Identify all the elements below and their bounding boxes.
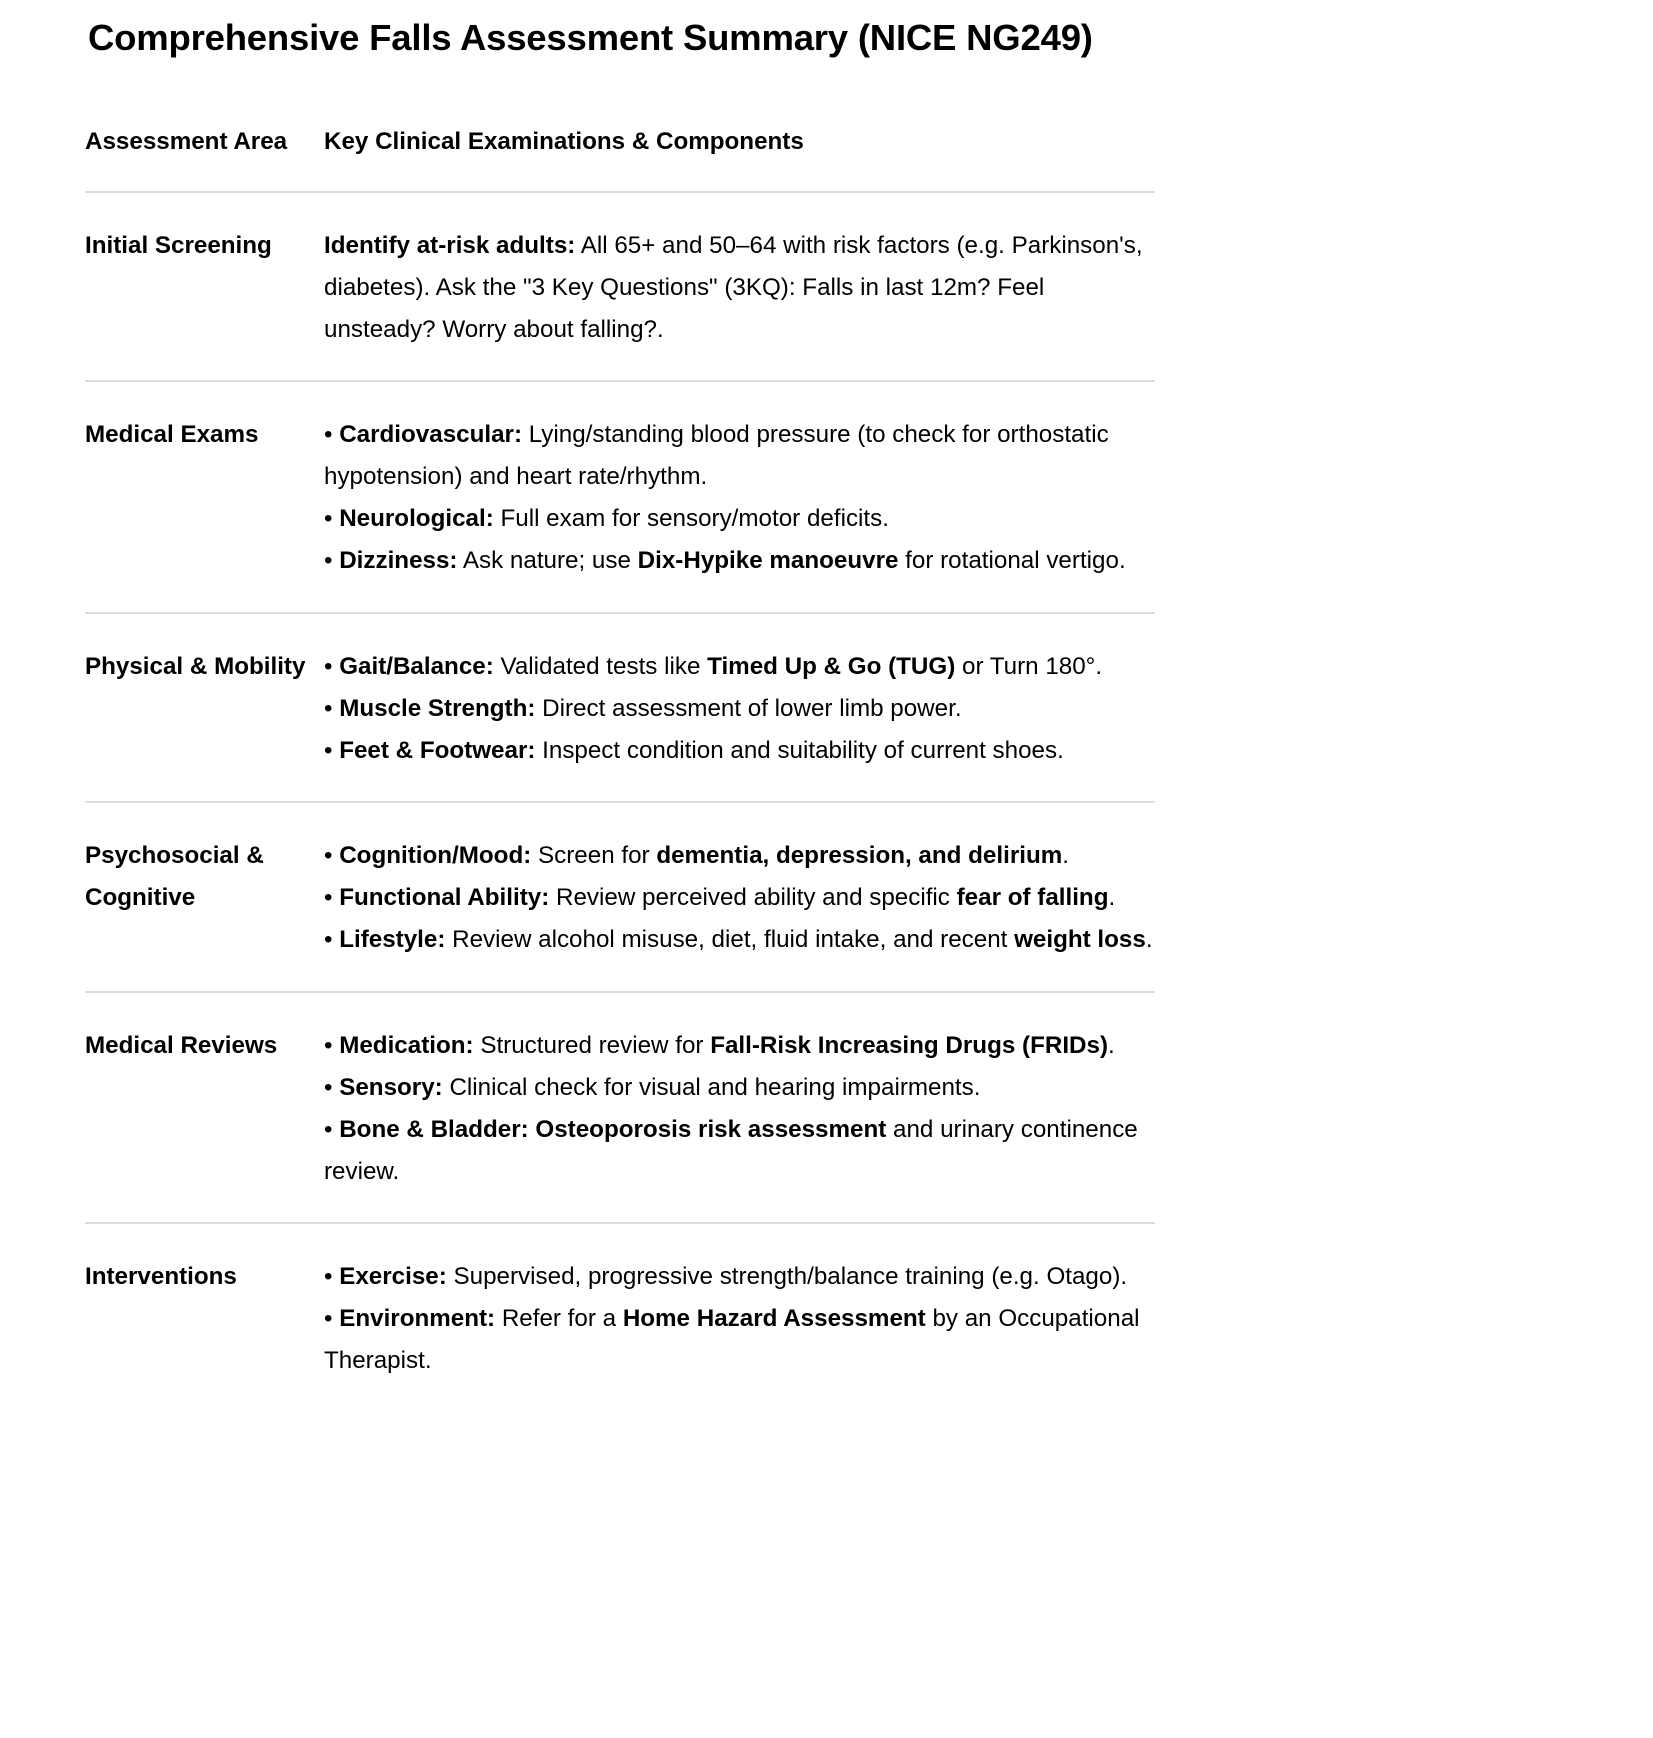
body-text: Review alcohol misuse, diet, fluid intake, and recent <box>445 926 1015 954</box>
body-text: • <box>324 1073 340 1101</box>
body-text: . <box>1108 1032 1115 1060</box>
body-text: • <box>324 652 340 680</box>
clinical-components-cell <box>324 414 1155 581</box>
emphasis-text: Identify at-risk adults: <box>324 231 576 259</box>
bullet-item <box>324 1067 1155 1109</box>
bullet-item <box>324 414 1155 498</box>
body-text: • <box>324 1115 340 1143</box>
page-title: Comprehensive Falls Assessment Summary (NICE NG249) <box>88 17 1093 58</box>
table-row <box>85 801 1155 991</box>
body-text: All 65+ and 50–64 with risk factors (e.g. Parkinson's, diabetes). Ask the "3 Key Questions" (3KQ): Falls in last 12m? Feel unsteady? Worry about falling?. <box>324 231 1143 343</box>
emphasis-text: Functional Ability: <box>339 884 550 912</box>
bullet-item <box>324 1298 1155 1382</box>
column-header-assessment-area: Assessment Area <box>85 128 288 155</box>
body-text: • <box>324 736 340 764</box>
body-text: Refer for a <box>495 1305 623 1333</box>
clinical-components-cell <box>324 835 1155 961</box>
bullet-item <box>324 1256 1155 1298</box>
body-text: Review perceived ability and specific <box>549 884 957 912</box>
table-row <box>85 1222 1155 1412</box>
body-text: or Turn 180°. <box>955 652 1103 680</box>
emphasis-text: Dizziness: <box>339 547 458 575</box>
emphasis-text: Sensory: <box>339 1073 443 1101</box>
emphasis-text: Medication: <box>339 1032 474 1060</box>
body-text: • <box>324 926 340 954</box>
text-item <box>324 225 1155 351</box>
emphasis-text: Neurological: <box>339 505 494 533</box>
bullet-item <box>324 498 1155 540</box>
bullet-item <box>324 646 1155 688</box>
table-header-row <box>85 112 1155 191</box>
body-text: Screen for <box>531 842 657 870</box>
emphasis-text: Cardiovascular: <box>339 421 523 449</box>
body-text: by an Occupational Therapist. <box>324 1305 1140 1375</box>
emphasis-text: Home Hazard Assessment <box>622 1305 926 1333</box>
bullet-item <box>324 688 1155 730</box>
bullet-item <box>324 835 1155 877</box>
bullet-item <box>324 1025 1155 1067</box>
table-row <box>85 612 1155 802</box>
clinical-components-cell <box>324 646 1155 772</box>
emphasis-text: Cognition/Mood: <box>339 842 532 870</box>
body-text: for rotational vertigo. <box>898 547 1126 575</box>
body-text: Supervised, progressive strength/balance training (e.g. Otago). <box>446 1263 1128 1291</box>
body-text: Ask nature; use <box>457 547 638 575</box>
body-text: • <box>324 1263 340 1291</box>
emphasis-text: Muscle Strength: <box>339 694 536 722</box>
body-text: • <box>324 694 340 722</box>
bullet-item <box>324 877 1155 919</box>
body-text: Clinical check for visual and hearing impairments. <box>442 1073 981 1101</box>
body-text: • <box>324 547 340 575</box>
emphasis-text: Timed Up & Go (TUG) <box>707 652 956 680</box>
body-text: • <box>324 1032 340 1060</box>
table-row <box>85 380 1155 611</box>
body-text: Inspect condition and suitability of current shoes. <box>535 736 1064 764</box>
emphasis-text: Bone & Bladder: Osteoporosis risk assessment <box>339 1115 887 1143</box>
table-body <box>85 191 1155 1412</box>
body-text: Full exam for sensory/motor deficits. <box>493 505 889 533</box>
body-text: • <box>324 505 340 533</box>
bullet-item <box>324 540 1155 582</box>
assessment-area-cell: Psychosocial & Cognitive <box>85 842 264 912</box>
bullet-item <box>324 730 1155 772</box>
body-text: . <box>1108 884 1116 912</box>
assessment-area-cell: Medical Exams <box>85 421 259 449</box>
bullet-item <box>324 1109 1155 1193</box>
clinical-components-cell <box>324 1256 1155 1382</box>
body-text: • <box>324 884 340 912</box>
falls-assessment-table <box>85 112 1155 1412</box>
emphasis-text: Environment: <box>339 1305 496 1333</box>
body-text: • <box>324 1305 340 1333</box>
emphasis-text: Dix-Hypike manoeuvre <box>637 547 899 575</box>
emphasis-text: Gait/Balance: <box>339 652 494 680</box>
assessment-area-cell: Physical & Mobility <box>85 652 306 680</box>
column-header-key-clinical-examinations: Key Clinical Examinations & Components <box>324 128 804 155</box>
emphasis-text: Lifestyle: <box>339 926 446 954</box>
emphasis-text: dementia, depression, and delirium <box>656 842 1063 870</box>
emphasis-text: Exercise: <box>339 1263 447 1291</box>
clinical-components-cell <box>324 1025 1155 1192</box>
body-text: . <box>1145 926 1153 954</box>
emphasis-text: Fall-Risk Increasing Drugs (FRIDs) <box>710 1032 1109 1060</box>
body-text: Lying/standing blood pressure (to check for orthostatic hypotension) and heart rate/rhythm. <box>324 421 1109 491</box>
assessment-area-cell: Medical Reviews <box>85 1032 278 1060</box>
clinical-components-cell <box>324 225 1155 351</box>
body-text: Validated tests like <box>493 652 708 680</box>
table-row <box>85 191 1155 381</box>
bullet-item <box>324 919 1155 961</box>
table-row <box>85 991 1155 1222</box>
assessment-area-cell: Interventions <box>85 1263 237 1291</box>
emphasis-text: weight loss <box>1014 926 1146 954</box>
body-text: and urinary continence review. <box>324 1115 1138 1185</box>
emphasis-text: fear of falling <box>956 884 1109 912</box>
body-text: • <box>324 421 340 449</box>
body-text: Direct assessment of lower limb power. <box>535 694 962 722</box>
body-text: . <box>1062 842 1069 870</box>
body-text: • <box>324 842 340 870</box>
body-text: Structured review for <box>473 1032 711 1060</box>
emphasis-text: Feet & Footwear: <box>339 736 536 764</box>
assessment-area-cell: Initial Screening <box>85 231 272 259</box>
